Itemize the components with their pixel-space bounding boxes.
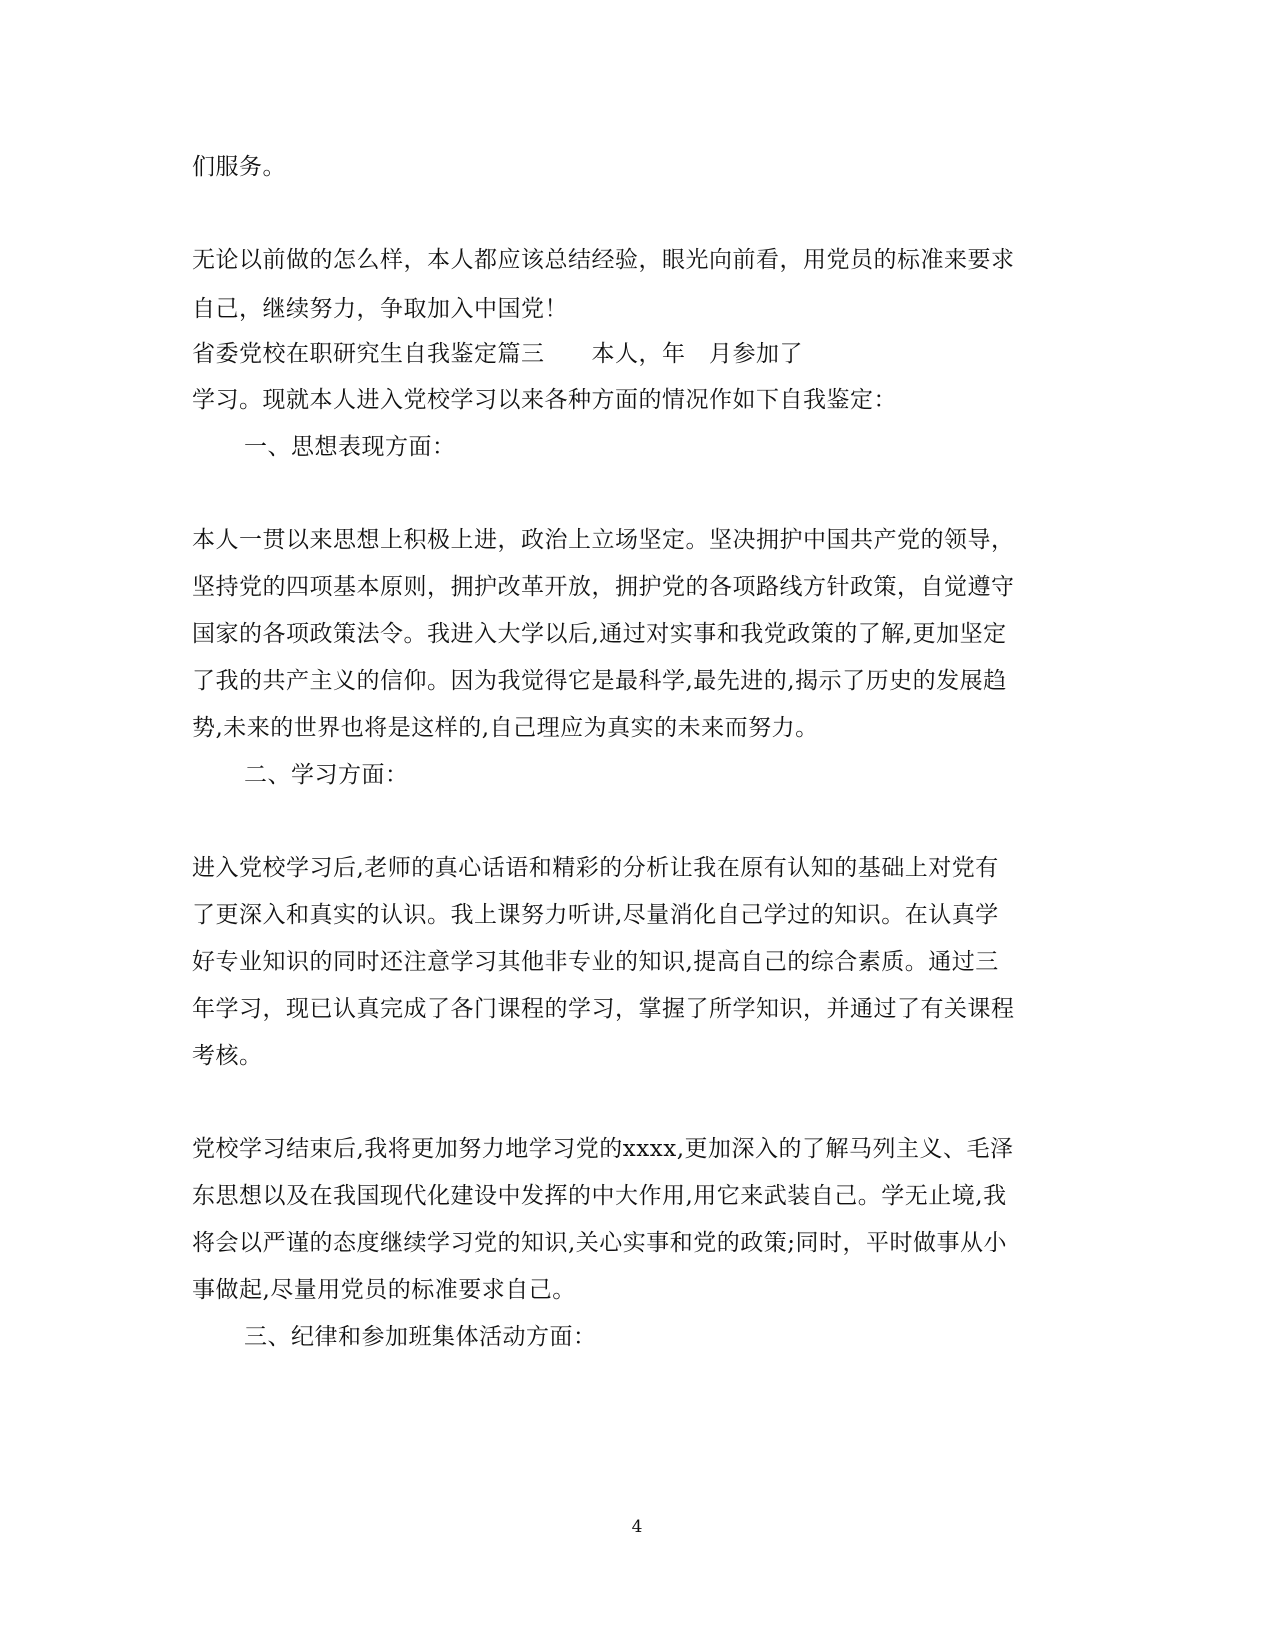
text-line: 党校学习结束后,我将更加努力地学习党的xxxx,更加深入的了解马列主义、毛泽 <box>192 1136 1014 1162</box>
text-line: 势,未来的世界也将是这样的,自己理应为真实的未来而努力。 <box>192 715 819 741</box>
text-line: 好专业知识的同时还注意学习其他非专业的知识,提高自己的综合素质。通过三 <box>192 949 999 975</box>
text-line: 年学习，现已认真完成了各门课程的学习，掌握了所学知识，并通过了有关课程 <box>192 996 1015 1022</box>
text-line: 了我的共产主义的信仰。因为我觉得它是最科学,最先进的,揭示了历史的发展趋 <box>192 668 1007 694</box>
text-line: 考核。 <box>192 1043 263 1069</box>
text-line: 学习。现就本人进入党校学习以来各种方面的情况作如下自我鉴定： <box>192 387 897 413</box>
section-title-line: 省委党校在职研究生自我鉴定篇三 本人，年 月参加了 <box>192 341 803 367</box>
text-line: 自己，继续努力，争取加入中国党！ <box>192 296 568 322</box>
section-heading: 三、纪律和参加班集体活动方面： <box>244 1324 597 1350</box>
text-line: 国家的各项政策法令。我进入大学以后,通过对实事和我党政策的了解,更加坚定 <box>192 621 1007 647</box>
text-line: 将会以严谨的态度继续学习党的知识,关心实事和党的政策;同时，平时做事从小 <box>192 1230 1008 1256</box>
section-heading: 一、思想表现方面： <box>244 434 456 460</box>
text-line: 事做起,尽量用党员的标准要求自己。 <box>192 1277 576 1303</box>
section-heading: 二、学习方面： <box>244 762 409 788</box>
text-line: 本人一贯以来思想上积极上进，政治上立场坚定。坚决拥护中国共产党的领导， <box>192 527 1015 553</box>
text-line: 坚持党的四项基本原则，拥护改革开放，拥护党的各项路线方针政策，自觉遵守 <box>192 574 1015 600</box>
text-line: 们服务。 <box>192 154 286 180</box>
text-line: 了更深入和真实的认识。我上课努力听讲,尽量消化自己学过的知识。在认真学 <box>192 902 999 928</box>
page-number: 4 <box>631 1517 643 1537</box>
text-line: 无论以前做的怎么样，本人都应该总结经验，眼光向前看，用党员的标准来要求 <box>192 247 1015 273</box>
text-line: 进入党校学习后,老师的真心话语和精彩的分析让我在原有认知的基础上对党有 <box>192 855 999 881</box>
text-line: 东思想以及在我国现代化建设中发挥的中大作用,用它来武装自己。学无止境,我 <box>192 1183 1007 1209</box>
